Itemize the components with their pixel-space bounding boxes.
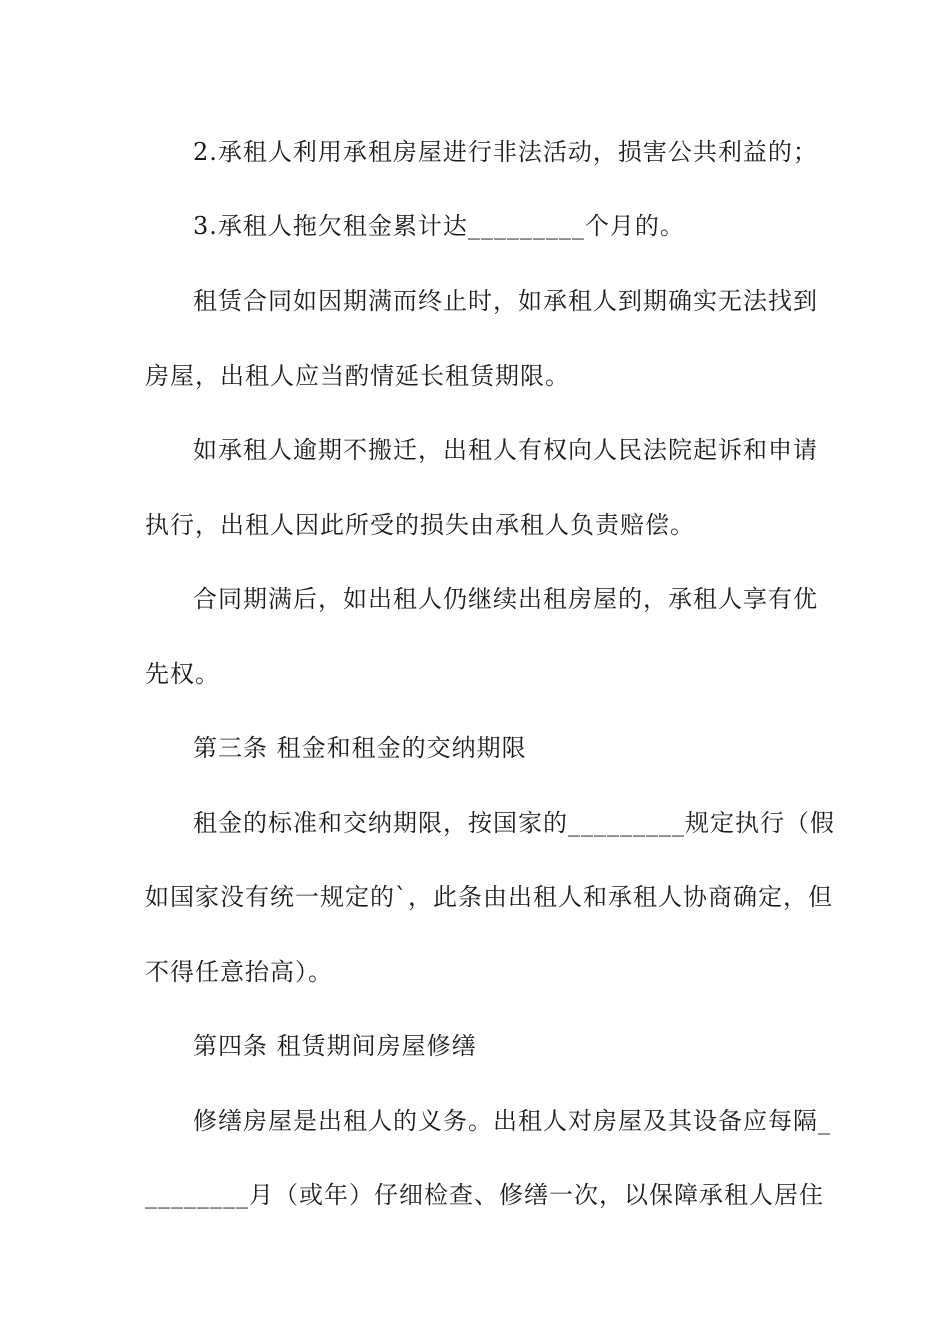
paragraph-line: 房屋，出租人应当酌情延长租赁期限。 (145, 362, 570, 390)
section-heading: 第四条 租赁期间房屋修缮 (193, 1032, 477, 1060)
paragraph-line: 合同期满后，如出租人仍继续出租房屋的，承租人享有优 (193, 585, 818, 613)
paragraph-line: 如承租人逾期不搬迁，出租人有权向人民法院起诉和申请 (193, 436, 818, 464)
paragraph-line: 租赁合同如因期满而终止时，如承租人到期确实无法找到 (193, 287, 818, 315)
section-heading: 第三条 租金和租金的交纳期限 (193, 734, 527, 762)
paragraph-line: 修缮房屋是出租人的义务。出租人对房屋及其设备应每隔_ (193, 1107, 831, 1135)
paragraph-line: 不得任意抬高）。 (145, 958, 333, 986)
paragraph-line: 租金的标准和交纳期限，按国家的_________规定执行（假 (193, 809, 835, 837)
paragraph-line: 3.承租人拖欠租金累计达_________个月的。 (193, 212, 685, 240)
paragraph-line: 先权。 (145, 660, 220, 688)
paragraph-line: 2.承租人利用承租房屋进行非法活动，损害公共利益的； (193, 138, 818, 166)
paragraph-line: 如国家没有统一规定的`，此条由出租人和承租人协商确定，但 (145, 883, 833, 911)
paragraph-line: 执行，出租人因此所受的损失由承租人负责赔偿。 (145, 511, 695, 539)
paragraph-line: ________月（或年）仔细检查、修缮一次，以保障承租人居住 (145, 1181, 824, 1209)
